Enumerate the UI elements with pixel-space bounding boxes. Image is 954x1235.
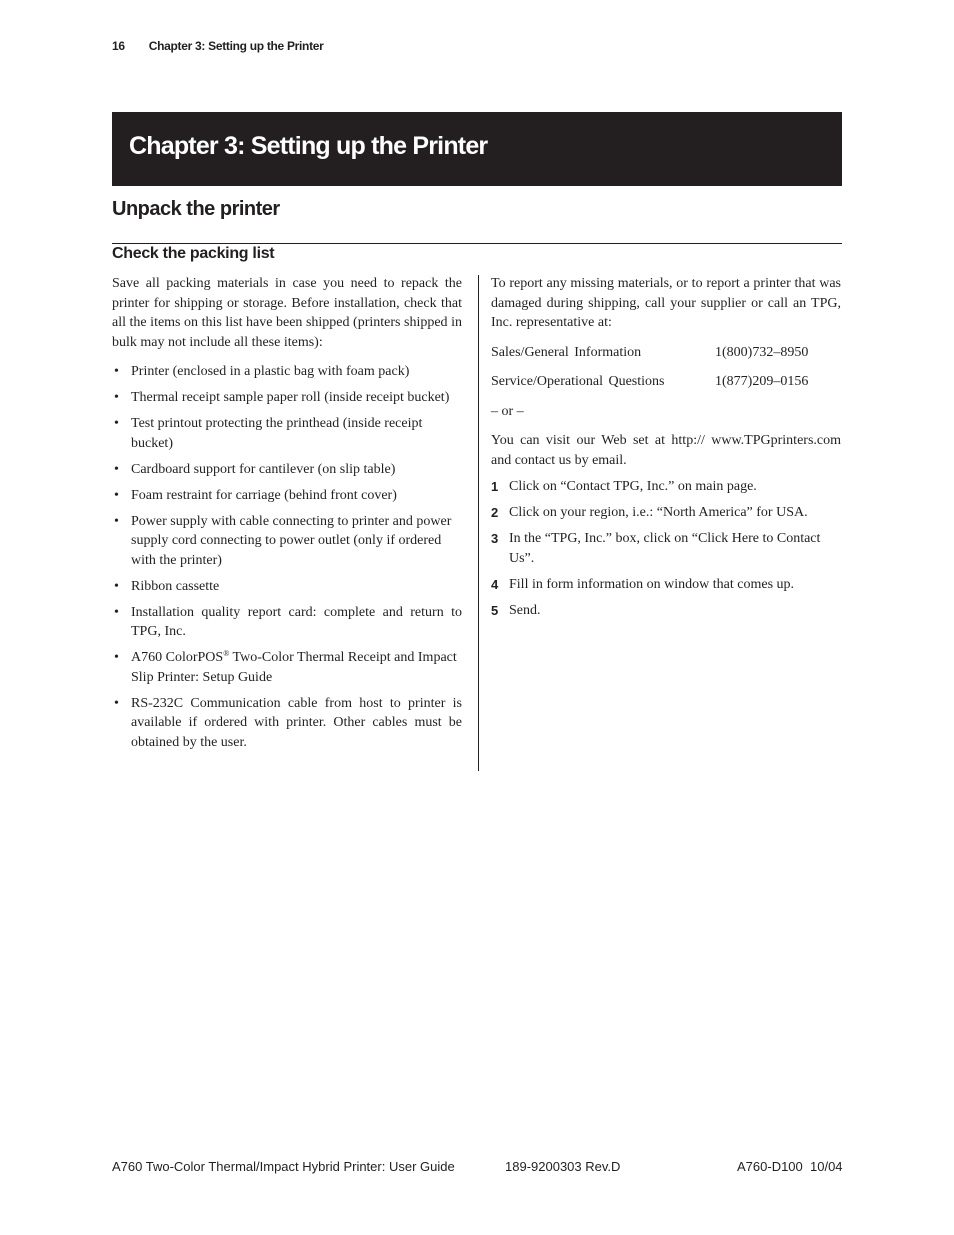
step-item xyxy=(491,477,841,497)
step-number: 5 xyxy=(491,602,499,618)
list-item-text: Printer (enclosed in a plastic bag with foam pack) xyxy=(131,364,410,379)
footer-guide-title: A760 Two-Color Thermal/Impact Hybrid Printer: User Guide xyxy=(112,1159,455,1174)
bullet-icon: • xyxy=(114,695,119,711)
contact-phone: 1(877)209–0156 xyxy=(715,374,809,389)
contact-row-service xyxy=(491,372,841,392)
list-item xyxy=(112,388,462,408)
registered-mark: ® xyxy=(223,649,230,658)
left-column xyxy=(112,274,462,759)
list-item xyxy=(112,512,462,571)
or-separator: – or – xyxy=(491,403,524,419)
bullet-icon: • xyxy=(114,461,119,477)
list-item-text: Cardboard support for cantilever (on slip table) xyxy=(131,461,396,477)
running-title: Chapter 3: Setting up the Printer xyxy=(148,39,324,53)
list-item-text xyxy=(131,648,462,687)
footer-part-number: 189-9200303 Rev.D xyxy=(505,1159,621,1174)
list-item xyxy=(112,603,462,642)
list-item-text: Installation quality report card: complete and return to TPG, Inc. xyxy=(131,604,462,639)
list-item xyxy=(112,486,462,506)
step-text: Click on your region, i.e.: “North America” for USA. xyxy=(509,505,808,520)
section-rule xyxy=(112,243,842,244)
step-text: In the “TPG, Inc.” box, click on “Click Here to Contact Us”. xyxy=(509,531,821,566)
list-item-text: Ribbon cassette xyxy=(131,578,220,594)
list-item-text: Power supply with cable connecting to printer and power supply cord connecting to power outlet (only if ordered with the printer) xyxy=(131,513,452,568)
list-item xyxy=(112,694,462,753)
subsection-title: Check the packing list xyxy=(112,245,275,262)
list-item xyxy=(112,414,462,453)
list-item xyxy=(112,460,462,480)
step-item xyxy=(491,503,841,523)
list-item xyxy=(112,648,462,687)
step-text: Click on “Contact TPG, Inc.” on main page. xyxy=(509,479,757,494)
list-item-text: Test printout protecting the printhead (inside receipt bucket) xyxy=(131,416,423,451)
contact-phone: 1(800)732–8950 xyxy=(715,344,809,360)
running-header xyxy=(112,39,324,53)
step-item xyxy=(491,575,841,595)
chapter-title: Chapter 3: Setting up the Printer xyxy=(129,132,488,160)
list-item xyxy=(112,577,462,597)
bullet-icon: • xyxy=(114,513,119,529)
bullet-icon: • xyxy=(114,416,119,431)
footer-doc-code: A760-D100 10/04 xyxy=(737,1159,843,1174)
contact-steps xyxy=(491,477,841,620)
step-text: Fill in form information on window that comes up. xyxy=(509,576,795,592)
step-number: 2 xyxy=(491,505,499,520)
bullet-icon: • xyxy=(114,578,119,594)
step-item xyxy=(491,529,841,568)
report-intro: To report any missing materials, or to report a printer that was damaged during shipping, call your supplier or call an TPG, Inc. representative at: xyxy=(491,276,841,330)
step-number: 3 xyxy=(491,531,499,546)
step-item xyxy=(491,601,841,621)
chapter-banner xyxy=(112,112,842,186)
bullet-icon: • xyxy=(114,364,119,379)
colorpos-prefix: A760 ColorPOS xyxy=(131,650,224,665)
bullet-icon: • xyxy=(114,604,119,620)
contact-row-sales xyxy=(491,343,841,363)
bullet-icon: • xyxy=(114,390,119,405)
step-number: 1 xyxy=(491,479,499,494)
web-instructions: You can visit our Web set at http:// www.TPGprinters.com and contact us by email. xyxy=(491,433,841,468)
bullet-icon: • xyxy=(114,650,119,665)
packing-list xyxy=(112,362,462,752)
right-column xyxy=(491,274,841,627)
list-item xyxy=(112,362,462,382)
list-item-text: Thermal receipt sample paper roll (inside receipt bucket) xyxy=(131,390,450,405)
section-title: Unpack the printer xyxy=(112,198,280,220)
bullet-icon: • xyxy=(114,487,119,503)
contact-label: Service/Operational Questions xyxy=(491,374,665,389)
page-number: 16 xyxy=(112,39,125,53)
list-item-text: Foam restraint for carriage (behind front cover) xyxy=(131,487,397,503)
step-number: 4 xyxy=(491,576,499,592)
column-divider xyxy=(478,275,479,771)
contact-label: Sales/General Information xyxy=(491,344,642,360)
colorpos-suffix: Two-Color Thermal Receipt and Impact Slip Printer: Setup Guide xyxy=(131,650,457,685)
step-text: Send. xyxy=(509,602,541,618)
list-item-text: RS-232C Communication cable from host to printer is available if ordered with printer. Other cables must be obtained by the user. xyxy=(131,695,462,750)
packing-intro: Save all packing materials in case you need to repack the printer for shipping or storage. Before installation, check that all the items on this list have been shipped (printers shipped in bulk may not include all these items): xyxy=(112,276,462,350)
